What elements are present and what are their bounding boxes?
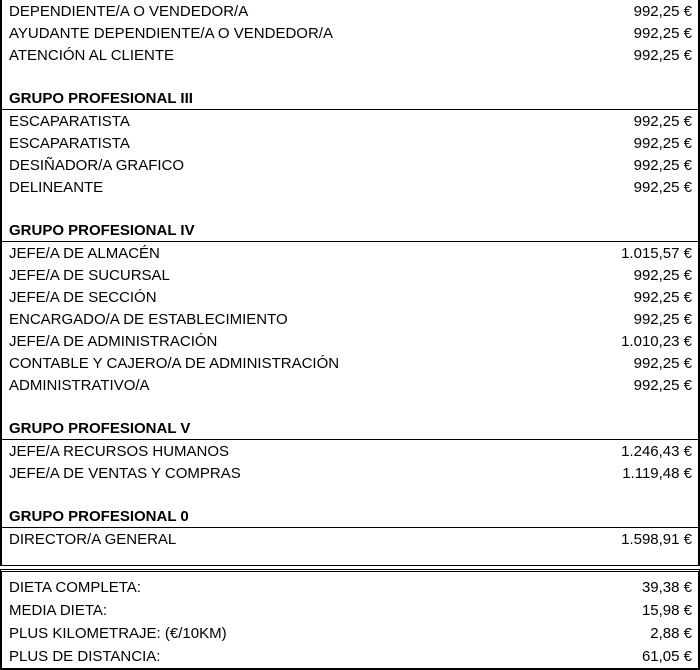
amount-value: 61,05 € (641, 648, 692, 665)
table-row (2, 176, 698, 198)
group-header-label: GRUPO PROFESIONAL 0 (9, 508, 189, 525)
blank-row (2, 396, 698, 418)
row-label: MEDIA DIETA: (9, 602, 108, 619)
row-label: DESIÑADOR/A GRAFICO (9, 156, 185, 174)
amount-value: 1.015,57 € (621, 244, 692, 262)
blank-row (2, 484, 698, 506)
amount-value: 992,25 € (633, 134, 692, 152)
table-row (2, 599, 698, 622)
table-row (2, 330, 698, 352)
amount-value: 1.246,43 € (621, 442, 692, 460)
row-label: DIETA COMPLETA: (9, 579, 141, 596)
blank-row (2, 66, 698, 88)
group-header-row (2, 506, 698, 528)
table-row (2, 264, 698, 286)
table-row (2, 462, 698, 484)
table-row (2, 44, 698, 66)
row-label: JEFE/A DE SECCIÓN (9, 288, 157, 306)
table-row (2, 242, 698, 264)
row-label: DIRECTOR/A GENERAL (9, 530, 177, 548)
amount-value: 992,25 € (633, 376, 692, 394)
table-row (2, 308, 698, 330)
table-row (2, 374, 698, 396)
row-label: ENCARGADO/A DE ESTABLECIMIENTO (9, 310, 288, 328)
amount-value: 992,25 € (633, 156, 692, 174)
blank-row (2, 198, 698, 220)
row-label: AYUDANTE DEPENDIENTE/A O VENDEDOR/A (9, 24, 333, 42)
amount-value: 992,25 € (633, 46, 692, 64)
row-label: ESCAPARATISTA (9, 112, 130, 130)
amount-value: 1.598,91 € (621, 530, 692, 548)
table-row (2, 110, 698, 132)
amount-value: 39,38 € (641, 579, 692, 596)
table-row (2, 645, 698, 668)
table-row (2, 440, 698, 462)
table-row (2, 132, 698, 154)
table-row (2, 154, 698, 176)
group-header-row (2, 88, 698, 110)
allowances-table (0, 569, 700, 670)
row-label: JEFE/A DE VENTAS Y COMPRAS (9, 464, 241, 482)
group-header-row (2, 220, 698, 242)
amount-value: 992,25 € (633, 288, 692, 306)
amount-value: 1.119,48 € (622, 464, 692, 482)
amount-value: 992,25 € (633, 354, 692, 372)
amount-value: 15,98 € (641, 602, 692, 619)
group-header-row (2, 418, 698, 440)
table-row (2, 22, 698, 44)
table-row (2, 352, 698, 374)
group-header-label: GRUPO PROFESIONAL V (9, 420, 191, 437)
row-label: DEPENDIENTE/A O VENDEDOR/A (9, 2, 249, 20)
amount-value: 1.010,23 € (621, 332, 692, 350)
row-label: ESCAPARATISTA (9, 134, 130, 152)
amount-value: 992,25 € (633, 178, 692, 196)
group-header-label: GRUPO PROFESIONAL III (9, 90, 193, 107)
row-label: CONTABLE Y CAJERO/A DE ADMINISTRACIÓN (9, 354, 340, 372)
table-row (2, 286, 698, 308)
table-row (2, 528, 698, 550)
amount-value: 992,25 € (633, 24, 692, 42)
row-label: ATENCIÓN AL CLIENTE (9, 46, 175, 64)
row-label: PLUS KILOMETRAJE: (€/10KM) (9, 625, 227, 642)
group-header-label: GRUPO PROFESIONAL IV (9, 222, 195, 239)
amount-value: 992,25 € (633, 310, 692, 328)
row-label: DELINEANTE (9, 178, 104, 196)
row-label: JEFE/A RECURSOS HUMANOS (9, 442, 230, 460)
row-label: JEFE/A DE SUCURSAL (9, 266, 170, 284)
amount-value: 992,25 € (633, 2, 692, 20)
amount-value: 2,88 € (650, 625, 692, 642)
row-label: JEFE/A DE ALMACÉN (9, 244, 160, 262)
table-row (2, 0, 698, 22)
row-label: JEFE/A DE ADMINISTRACIÓN (9, 332, 218, 350)
row-label: PLUS DE DISTANCIA: (9, 648, 161, 665)
table-row (2, 622, 698, 645)
amount-value: 992,25 € (633, 266, 692, 284)
amount-value: 992,25 € (633, 112, 692, 130)
table-row (2, 576, 698, 599)
row-label: ADMINISTRATIVO/A (9, 376, 150, 394)
blank-row (2, 550, 698, 565)
